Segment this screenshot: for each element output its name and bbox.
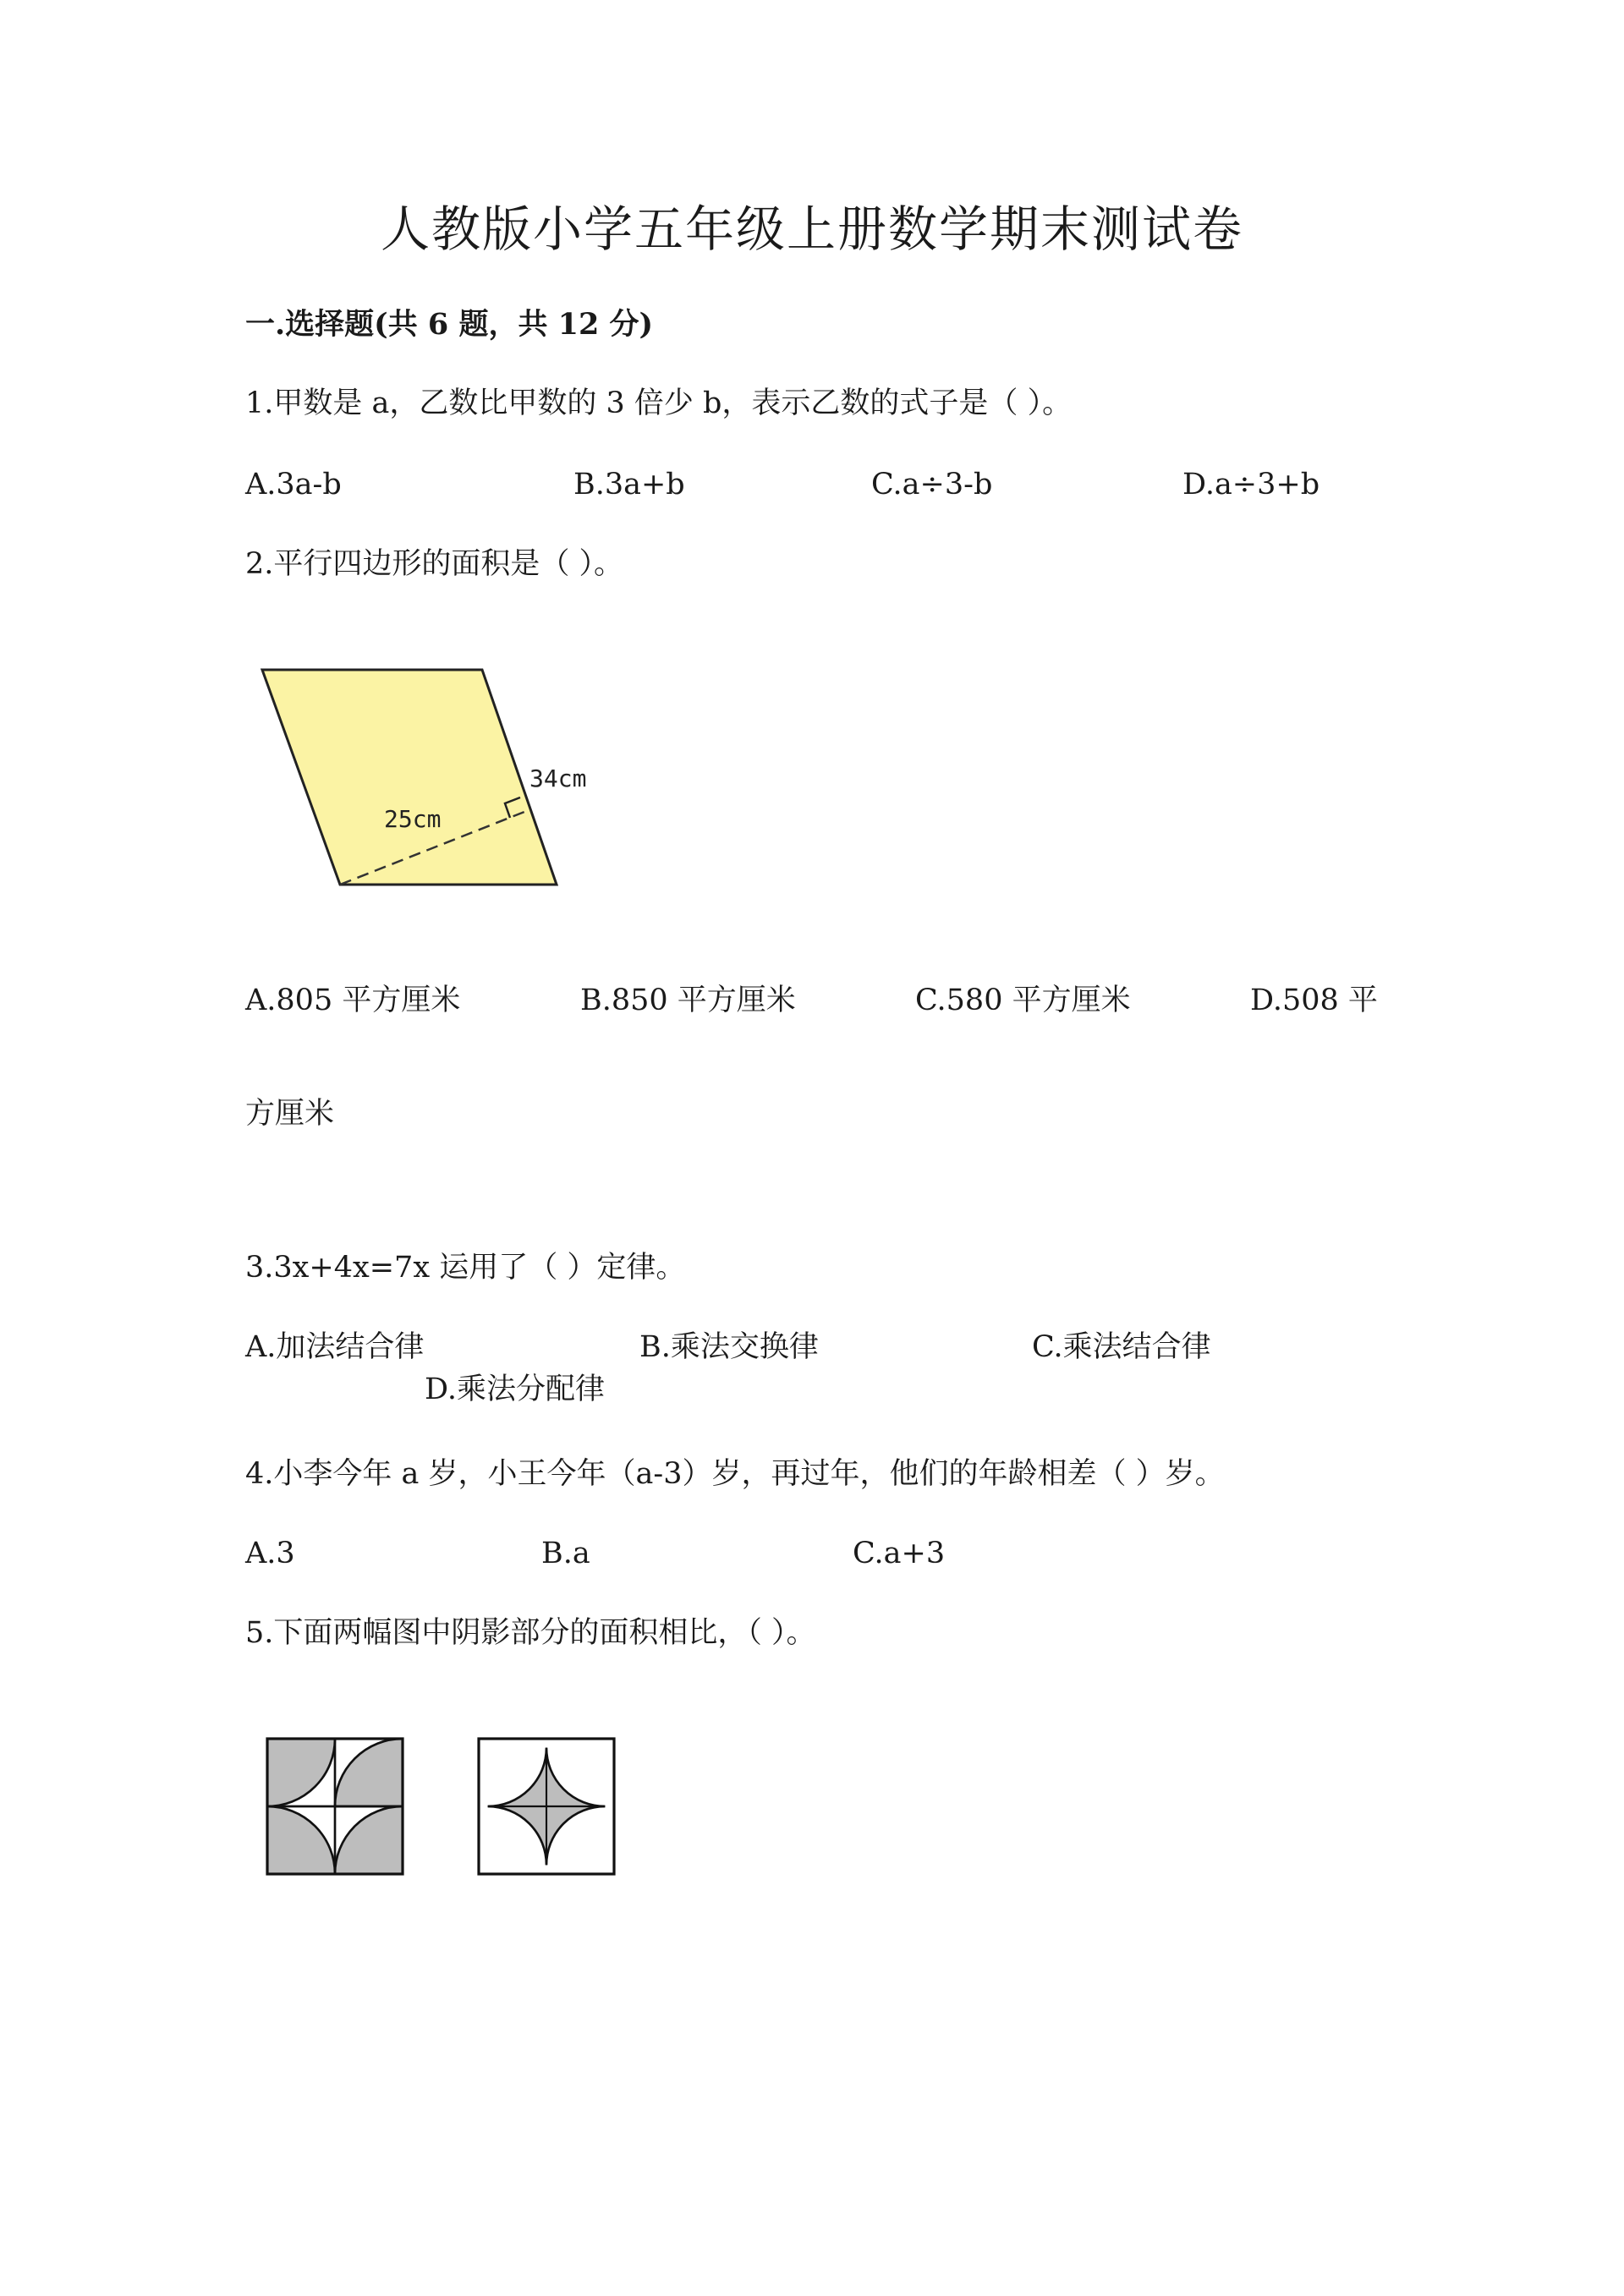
page-title: 人教版小学五年级上册数学期末测试卷 bbox=[380, 200, 1243, 258]
side-length-label: 34cm bbox=[529, 764, 587, 792]
parallelogram-shape bbox=[262, 670, 557, 885]
q3-option-d[interactable]: D.乘法分配律 bbox=[425, 1373, 605, 1406]
q3-option-c[interactable]: C.乘法结合律 bbox=[1032, 1330, 1211, 1364]
shaded-quarter-bottom-left bbox=[267, 1806, 335, 1874]
q4-option-c[interactable]: C.a+3 bbox=[853, 1537, 946, 1570]
q4-option-a[interactable]: A.3 bbox=[245, 1537, 295, 1570]
question-3-stem: 3.3x+4x=7x 运用了（ ）定律。 bbox=[245, 1251, 686, 1285]
q2-option-c[interactable]: C.580 平方厘米 bbox=[915, 984, 1131, 1017]
parallelogram-figure bbox=[254, 660, 609, 896]
shaded-quarter-top-left bbox=[267, 1739, 335, 1806]
shaded-quarter-top-right bbox=[335, 1739, 403, 1806]
question-1-stem: 1.甲数是 a，乙数比甲数的 3 倍少 b，表示乙数的式子是（ ）。 bbox=[245, 386, 1073, 420]
q3-option-a[interactable]: A.加法结合律 bbox=[245, 1330, 425, 1364]
shaded-figure-left bbox=[267, 1739, 403, 1874]
q1-option-d[interactable]: D.a÷3+b bbox=[1182, 468, 1320, 501]
q3-option-b[interactable]: B.乘法交换律 bbox=[639, 1330, 819, 1364]
question-5-stem: 5.下面两幅图中阴影部分的面积相比，（ ）。 bbox=[245, 1616, 816, 1650]
height-length-label: 25cm bbox=[384, 805, 442, 833]
q4-option-b[interactable]: B.a bbox=[541, 1537, 590, 1570]
q2-option-d[interactable]: D.508 平 bbox=[1250, 984, 1378, 1017]
q1-option-c[interactable]: C.a÷3-b bbox=[871, 468, 993, 501]
question-2-stem: 2.平行四边形的面积是（ ）。 bbox=[245, 547, 624, 581]
q2-option-b[interactable]: B.850 平方厘米 bbox=[580, 984, 796, 1017]
question-4-stem: 4.小李今年 a 岁，小王今年（a-3）岁，再过年，他们的年龄相差（ ）岁。 bbox=[245, 1457, 1225, 1491]
q1-option-a[interactable]: A.3a-b bbox=[245, 468, 342, 501]
q2-option-d-wrap: 方厘米 bbox=[245, 1097, 335, 1131]
section-heading-choice: 一.选择题(共 6 题，共 12 分) bbox=[245, 307, 654, 342]
shaded-quarter-bottom-right bbox=[335, 1806, 403, 1874]
q2-option-a[interactable]: A.805 平方厘米 bbox=[245, 984, 461, 1017]
shaded-figure-right bbox=[479, 1739, 614, 1874]
q1-option-b[interactable]: B.3a+b bbox=[573, 468, 685, 501]
